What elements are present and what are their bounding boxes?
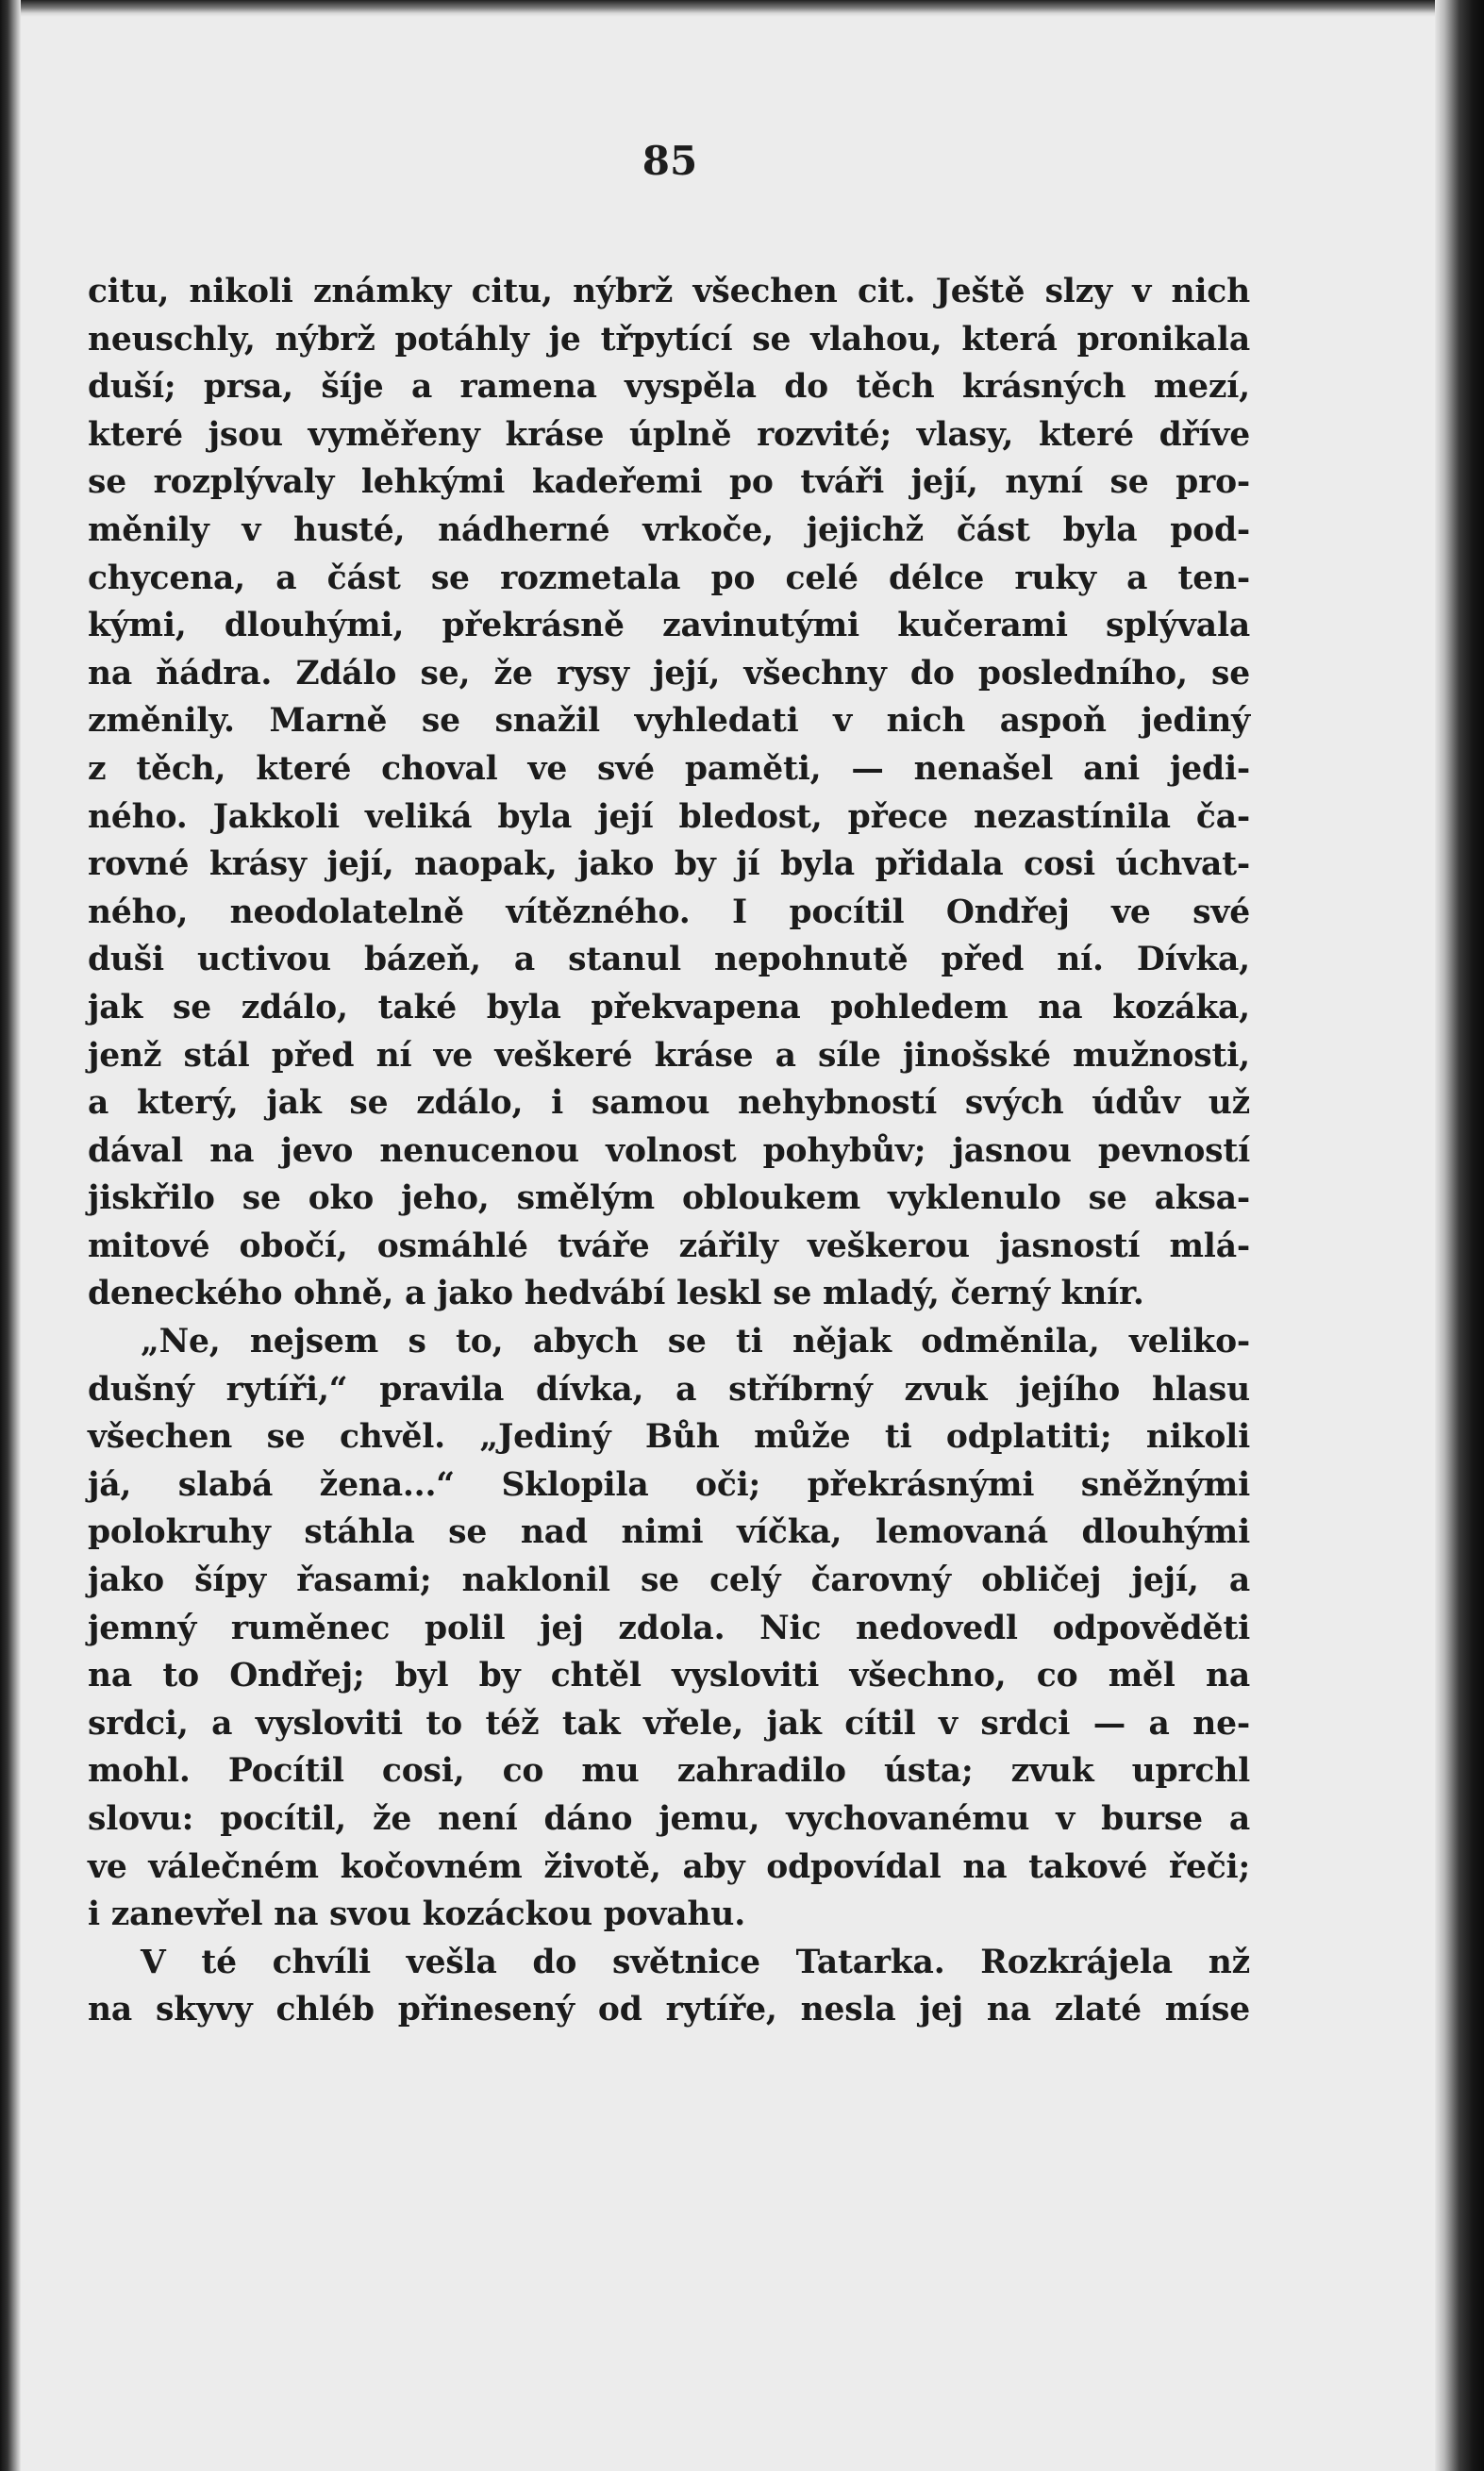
text-line: z těch, které choval ve své paměti, — nenašel ani jedi- bbox=[88, 749, 1250, 788]
text-line: změnily. Marně se snažil vyhledati v nich aspoň jediný bbox=[88, 702, 1250, 741]
text-line: neuschly, nýbrž potáhly je třpytící se vlahou, která pronikala bbox=[88, 320, 1250, 359]
scan-top-edge bbox=[0, 0, 1484, 17]
text-line: V té chvíli vešla do světnice Tatarka. Rozkrájela nž bbox=[141, 1943, 1250, 1981]
text-line: duši uctivou bázeň, a stanul nepohnutě před ní. Dívka, bbox=[88, 941, 1250, 979]
text-line: ného. Jakkoli veliká byla její bledost, přece nezastínila ča- bbox=[88, 797, 1250, 836]
scan-left-edge bbox=[0, 0, 21, 2471]
body-text bbox=[88, 268, 1250, 2034]
text-line: na ňádra. Zdálo se, že rysy její, všechny do posledního, se bbox=[88, 654, 1250, 693]
text-line: na to Ondřej; byl by chtěl vysloviti všechno, co měl na bbox=[88, 1657, 1250, 1695]
scan-right-edge bbox=[1435, 0, 1484, 2471]
text-line: deneckého ohně, a jako hedvábí leskl se mladý, černý knír. bbox=[88, 1275, 1144, 1313]
text-line: srdci, a vysloviti to též tak vřele, jak cítil v srdci — a ne- bbox=[88, 1704, 1250, 1743]
page-number: 85 bbox=[642, 138, 698, 184]
text-line: i zanevřel na svou kozáckou povahu. bbox=[88, 1895, 745, 1934]
text-line: chycena, a část se rozmetala po celé délce ruky a ten- bbox=[88, 559, 1250, 597]
text-line: na skyvy chléb přinesený od rytíře, nesla jej na zlaté míse bbox=[88, 1991, 1250, 2029]
text-line: dával na jevo nenucenou volnost pohybův; jasnou pevností bbox=[88, 1131, 1250, 1170]
text-line: všechen se chvěl. „Jediný Bůh může ti odplatiti; nikoli bbox=[88, 1418, 1250, 1457]
text-line: které jsou vyměřeny kráse úplně rozvité; vlasy, které dříve bbox=[88, 415, 1250, 454]
text-line: kými, dlouhými, překrásně zavinutými kučerami splývala bbox=[88, 607, 1250, 645]
text-line: dušný rytíři,“ pravila dívka, a stříbrný zvuk jejího hlasu bbox=[88, 1370, 1250, 1409]
text-line: jako šípy řasami; naklonil se celý čarovný obličej její, a bbox=[88, 1561, 1250, 1600]
text-line: mitové obočí, osmáhlé tváře zářily veškerou jasností mlá- bbox=[88, 1227, 1250, 1265]
text-line: mohl. Pocítil cosi, co mu zahradilo ústa; zvuk uprchl bbox=[88, 1752, 1250, 1791]
text-line: a který, jak se zdálo, i samou nehybností svých údův už bbox=[88, 1084, 1250, 1123]
text-line: já, slabá žena...“ Sklopila oči; překrásnými sněžnými bbox=[88, 1465, 1250, 1504]
text-line: slovu: pocítil, že není dáno jemu, vychovanému v burse a bbox=[88, 1800, 1250, 1838]
text-line: se rozplývaly lehkými kadeřemi po tváři její, nyní se pro- bbox=[88, 463, 1250, 502]
text-line: rovné krásy její, naopak, jako by jí byla přidala cosi úchvat- bbox=[88, 845, 1250, 884]
text-line: ného, neodolatelně vítězného. I pocítil Ondřej ve své bbox=[88, 893, 1250, 931]
text-line: jenž stál před ní ve veškeré kráse a síle jinošské mužnosti, bbox=[88, 1036, 1250, 1075]
text-line: ve válečném kočovném životě, aby odpovídal na takové řeči; bbox=[88, 1847, 1250, 1886]
text-line: jak se zdálo, také byla překvapena pohledem na kozáka, bbox=[88, 988, 1250, 1027]
text-line: měnily v husté, nádherné vrkoče, jejichž část byla pod- bbox=[88, 510, 1250, 549]
text-line: „Ne, nejsem s to, abych se ti nějak odměnila, veliko- bbox=[141, 1323, 1250, 1361]
text-line: jiskřilo se oko jeho, smělým obloukem vyklenulo se aksa- bbox=[88, 1179, 1250, 1218]
text-line: citu, nikoli známky citu, nýbrž všechen cit. Ještě slzy v nich bbox=[88, 273, 1250, 310]
text-line: jemný ruměnec polil jej zdola. Nic nedovedl odpověděti bbox=[88, 1609, 1250, 1647]
text-line: duší; prsa, šíje a ramena vyspěla do těch krásných mezí, bbox=[88, 368, 1250, 407]
text-line: polokruhy stáhla se nad nimi víčka, lemovaná dlouhými bbox=[88, 1513, 1250, 1552]
